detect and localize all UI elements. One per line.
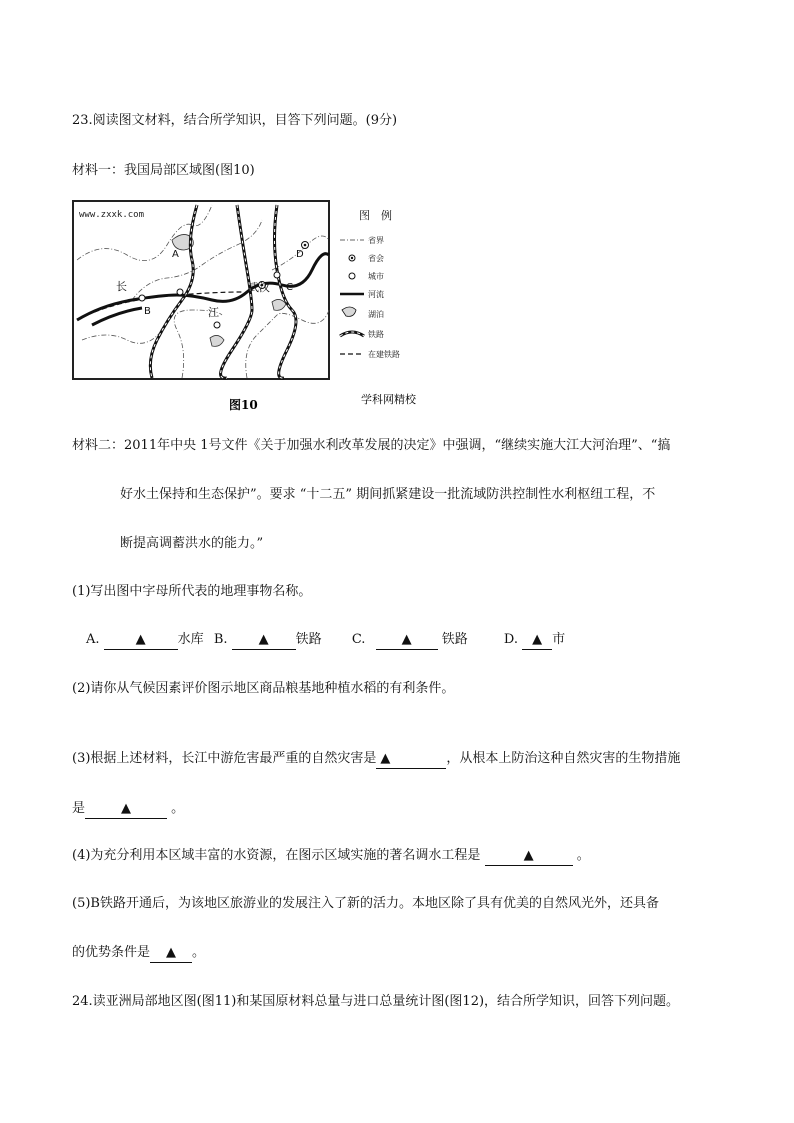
sub4-blank[interactable]: ▲ [485, 847, 573, 866]
answer-c [352, 631, 468, 650]
answer-b [214, 631, 322, 650]
answer-a-suffix: 水库 [177, 632, 204, 647]
legend-item-capital: 省会 [368, 254, 384, 263]
sub2-question: (2)请你从气候因素评价图示地区商品粮基地种植水稻的有利条件。 [72, 681, 455, 696]
legend-item-construction: 在建铁路 [368, 350, 400, 359]
sub5-line1: (5)B铁路开通后，为该地区旅游业的发展注入了新的活力。本地区除了具有优美的自然风光外，还具备 [72, 896, 659, 911]
legend [340, 208, 400, 359]
answer-d [504, 631, 565, 650]
answer-d-suffix: 市 [552, 632, 566, 647]
map-label-b: B [144, 306, 151, 317]
map-label-c: C [286, 282, 293, 293]
material1-label: 材料一：我国局部区域图(图10) [72, 163, 255, 178]
material2-line3: 断提高调蓄洪水的能力。” [120, 536, 264, 551]
sub1-question: (1)写出图中字母所代表的地理事物名称。 [72, 584, 312, 599]
map-watermark: www.zxxk.com [79, 210, 145, 220]
legend-item-city: 城市 [368, 272, 384, 281]
map-svg [72, 200, 432, 415]
answer-b-suffix: 铁路 [295, 632, 322, 647]
map-label-jiang: 江 [208, 306, 219, 319]
legend-item-lake: 湖泊 [368, 310, 384, 319]
map-label-d: D [296, 249, 304, 260]
legend-item-province: 省界 [368, 236, 384, 245]
answer-d-prefix: D. [503, 632, 518, 647]
answer-a-blank[interactable]: ▲ [104, 631, 178, 650]
sub5-line2: 的优势条件是 ▲ 。 [72, 944, 205, 963]
answer-b-blank[interactable]: ▲ [232, 631, 296, 650]
map-figure-10 [72, 200, 432, 415]
answer-c-suffix: 铁路 [437, 632, 468, 647]
answer-a-prefix: A. [86, 632, 100, 647]
legend-city-symbol [349, 273, 355, 279]
answer-b-prefix: B. [213, 632, 228, 647]
sub3-blank1[interactable]: ▲ [376, 750, 446, 769]
map-label-a: A [172, 249, 179, 260]
material2-line2: 好水土保持和生态保护”。要求 “十二五” 期间抓紧建设一批流域防洪控制性水利枢纽工程，不 [120, 487, 656, 502]
legend-item-railway: 铁路 [368, 330, 384, 339]
legend-title: 图 例 [359, 209, 392, 222]
answer-c-prefix: C. [351, 632, 366, 647]
answer-d-blank[interactable]: ▲ [522, 631, 552, 650]
material2-line1: 材料二：2011年中央 1号文件《关于加强水利改革发展的决定》中强调，“继续实施大江大河治理”、“搞 [72, 438, 671, 453]
map-label-wuhan: 武汉 [248, 281, 270, 294]
sub3-blank2[interactable]: ▲ [85, 800, 167, 819]
sub3-line1: (3)根据上述材料，长江中游危害最严重的自然灾害是 ▲ ，从根本上防治这种自然灾害的生物措施 [72, 750, 680, 769]
figure-caption: 图10 [229, 398, 258, 412]
legend-lake-symbol [342, 307, 356, 316]
answer-c-blank[interactable]: ▲ [376, 631, 438, 650]
legend-railway-symbol [340, 332, 364, 336]
figure-source: 学科网精校 [361, 393, 416, 406]
sub3-line2: 是 ▲ 。 [72, 800, 184, 819]
sub5-blank[interactable]: ▲ [150, 944, 192, 963]
answer-a [86, 631, 204, 650]
sub4-line: (4)为充分利用本区域丰富的水资源，在图示区域实施的著名调水工程是 ▲ 。 [72, 847, 590, 866]
sub1-answers [86, 631, 565, 650]
map-label-chang: 长 [116, 280, 127, 293]
q23-title: 23.阅读图文材料，结合所学知识，目答下列问题。(9分) [72, 113, 398, 128]
q24-title: 24.读亚洲局部地区图(图11)和某国原材料总量与进口总量统计图(图12)，结合所学知识，回答下列问题。 [72, 994, 680, 1009]
legend-item-river: 河流 [368, 290, 384, 299]
